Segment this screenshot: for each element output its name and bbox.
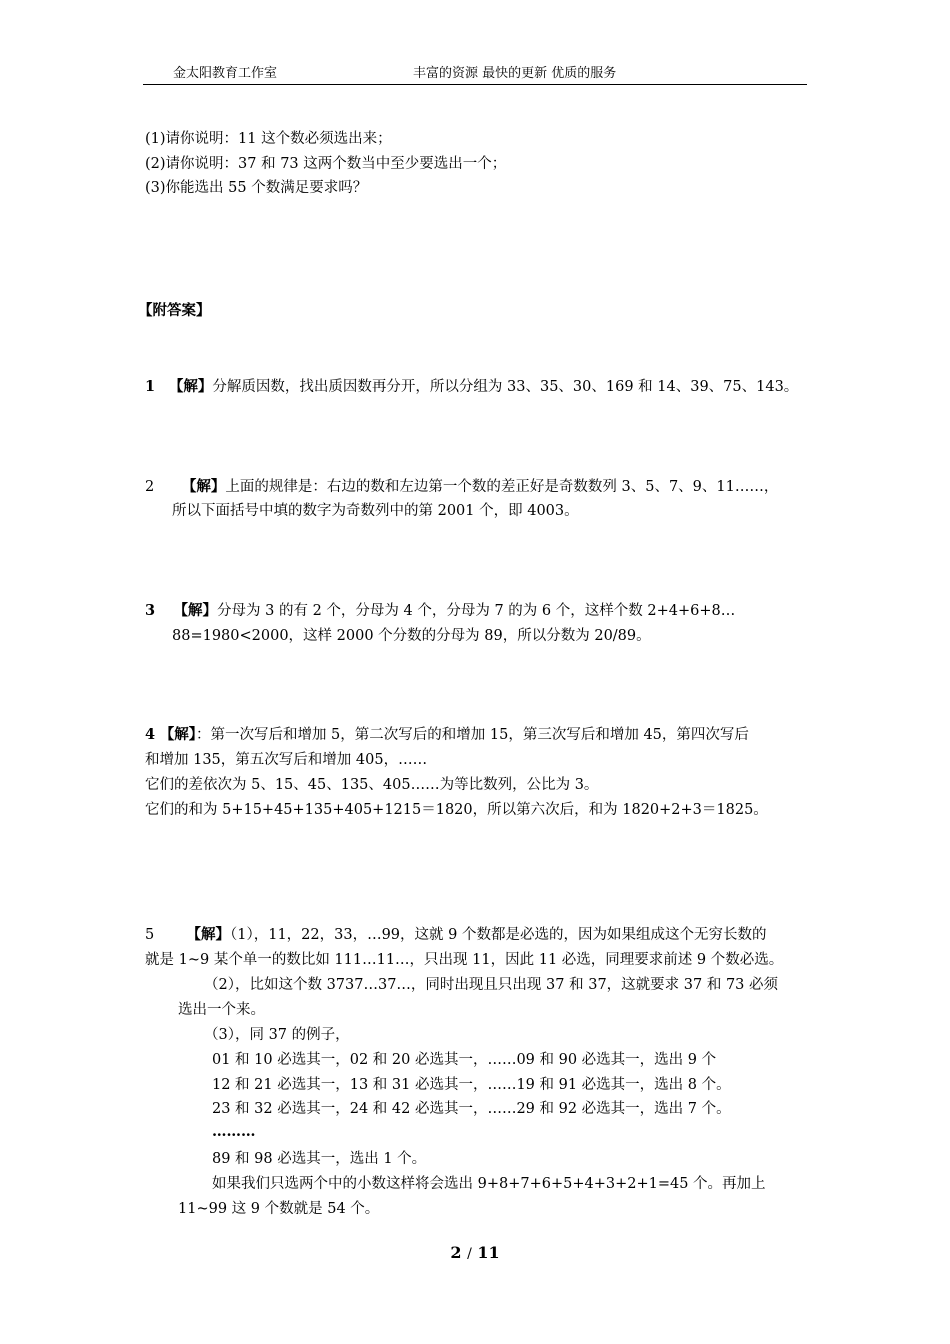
answer-1-number: 1	[145, 378, 156, 395]
page-separator: /	[467, 1246, 472, 1262]
answer-2-line-1	[145, 477, 778, 497]
answer-3-text-1: 分母为 3 的有 2 个，分母为 4 个，分母为 7 的为 6 个，这样个数 2+4+6+8…	[217, 603, 736, 619]
answer-3-tag: 【解】	[173, 602, 218, 619]
answer-4-line-1	[145, 725, 749, 745]
answer-5-line-5: （3），同 37 的例子，	[204, 1027, 350, 1043]
answer-5-line-7: 12 和 21 必选其一，13 和 31 必选其一，……19 和 91 必选其一，选出 8 个。	[212, 1077, 731, 1093]
page-number	[0, 1243, 950, 1262]
answer-5-line-8: 23 和 32 必选其一，24 和 42 必选其一，……29 和 92 必选其一，选出 7 个。	[212, 1101, 731, 1117]
answer-5-line-12: 11~99 这 9 个数就是 54 个。	[178, 1201, 380, 1217]
answer-5-tag: 【解】	[186, 926, 230, 943]
answer-2-text-1: 上面的规律是：右边的数和左边第一个数的差正好是奇数数列 3、5、7、9、11……，	[225, 479, 779, 495]
question-1: (1)请你说明：11 这个数必须选出来；	[145, 131, 392, 147]
answers-heading: 【附答案】	[138, 302, 211, 319]
answer-5-line-4: 选出一个来。	[178, 1002, 265, 1018]
page-current: 2	[450, 1243, 462, 1262]
answer-5-text-1: （1），11，22，33，…99，这就 9 个数都是必选的，因为如果组成这个无穷长数的	[230, 927, 767, 943]
answer-1-text: 分解质因数，找出质因数再分开，所以分组为 33、35、30、169 和 14、39、75、143。	[212, 379, 799, 395]
page-header	[143, 66, 807, 85]
answer-1	[145, 377, 798, 397]
answer-5-line-10: 89 和 98 必选其一，选出 1 个。	[212, 1151, 427, 1167]
answer-5-line-11: 如果我们只选两个中的小数这样将会选出 9+8+7+6+5+4+3+2+1=45 个。再加上	[212, 1176, 766, 1192]
answer-4-number: 4	[145, 726, 156, 743]
answer-2-line-2: 所以下面括号中填的数字为奇数列中的第 2001 个，即 4003。	[172, 503, 579, 519]
answer-5-line-6: 01 和 10 必选其一，02 和 20 必选其一，……09 和 90 必选其一，选出 9 个	[212, 1052, 717, 1068]
answer-4-text-1: ：第一次写后和增加 5，第二次写后的和增加 15，第三次写后和增加 45，第四次写后	[195, 727, 749, 743]
answer-5-line-1	[145, 925, 766, 945]
answer-1-tag: 【解】	[168, 378, 213, 395]
answer-3-line-2: 88=1980<2000，这样 2000 个分数的分母为 89，所以分数为 20/89。	[172, 628, 651, 644]
question-3: (3)你能选出 55 个数满足要求吗？	[145, 180, 368, 196]
answer-5-number: 5	[145, 927, 155, 943]
answer-5-line-9: ………	[212, 1123, 256, 1140]
answer-4-line-2: 和增加 135，第五次写后和增加 405，……	[145, 752, 428, 768]
answer-5-line-3: （2），比如这个数 3737…37…，同时出现且只出现 37 和 37，这就要求 37 和 73 必须	[204, 977, 779, 993]
answer-3-line-1	[145, 601, 735, 621]
header-left-text: 金太阳教育工作室	[173, 66, 278, 81]
page-total: 11	[477, 1243, 500, 1262]
header-right-text: 丰富的资源 最快的更新 优质的服务	[413, 66, 617, 81]
answer-2-tag: 【解】	[181, 478, 226, 495]
answer-2-number: 2	[145, 479, 155, 495]
answer-4-tag: 【解】	[159, 726, 196, 743]
question-2: (2)请你说明：37 和 73 这两个数当中至少要选出一个；	[145, 156, 507, 172]
answer-5-line-2: 就是 1~9 某个单一的数比如 111…11…，只出现 11，因此 11 必选，同理要求前述 9 个数必选。	[145, 952, 784, 968]
answer-3-number: 3	[145, 602, 156, 619]
answer-4-line-3: 它们的差依次为 5、15、45、135、405……为等比数列，公比为 3。	[145, 777, 599, 793]
answer-4-line-4: 它们的和为 5+15+45+135+405+1215＝1820，所以第六次后，和为 1820+2+3＝1825。	[145, 802, 768, 818]
